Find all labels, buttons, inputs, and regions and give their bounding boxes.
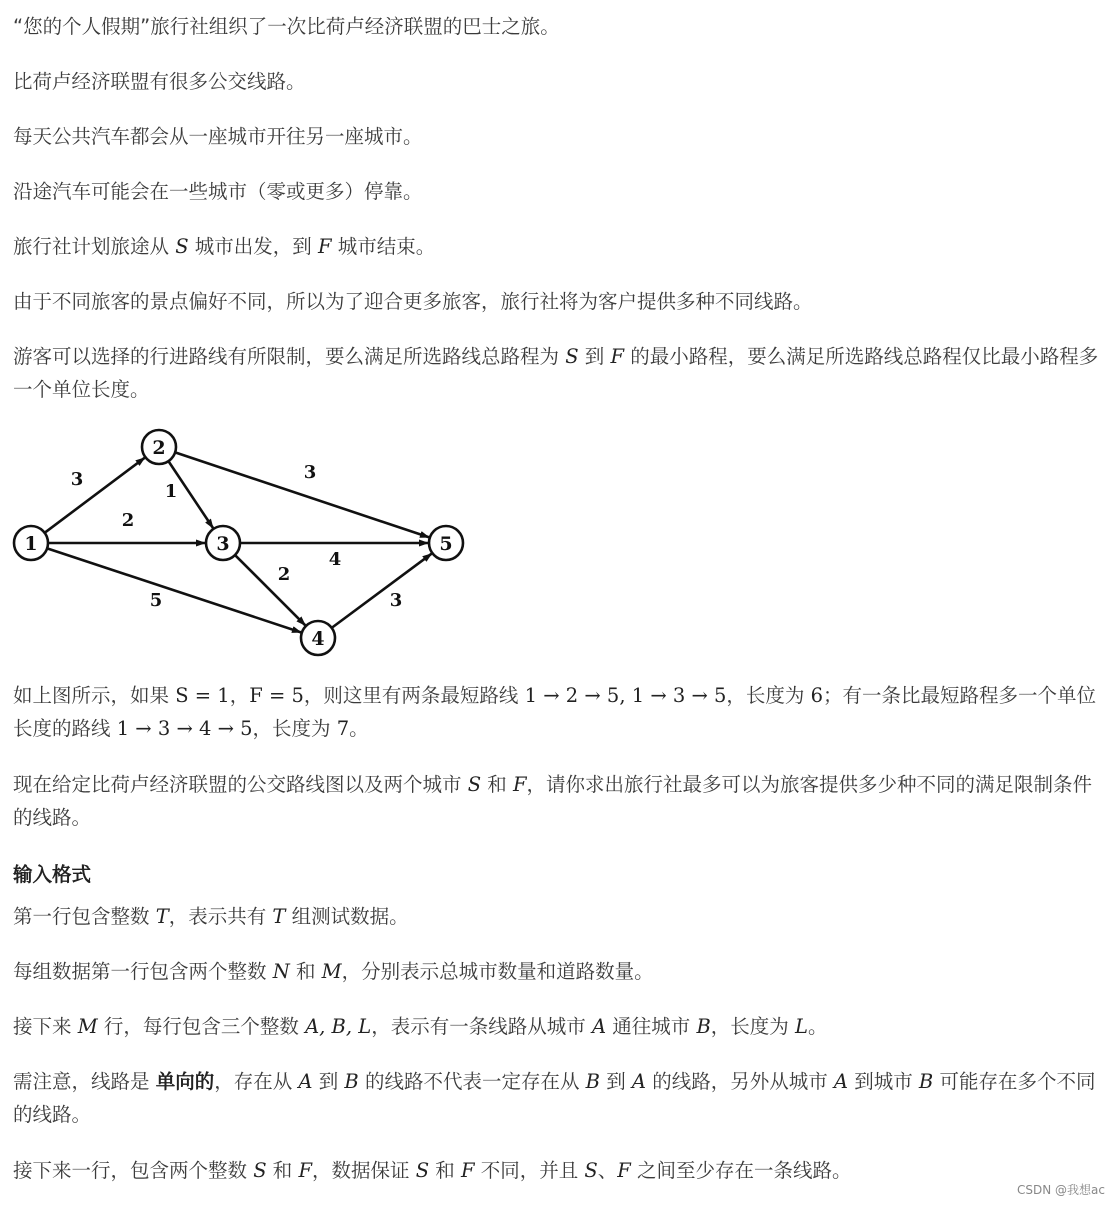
math-s: S bbox=[253, 1159, 267, 1182]
paragraph-input-t: 第一行包含整数 T，表示共有 T 组测试数据。 bbox=[13, 905, 409, 928]
edge-weight-1-4: 5 bbox=[149, 590, 163, 611]
paragraph-task: 现在给定比荷卢经济联盟的公交路线图以及两个城市 S 和 F，请你求出旅行社最多可以为旅客提供多少种不同的满足限制条件的线路。 bbox=[13, 773, 1093, 829]
node-label-5: 5 bbox=[439, 533, 453, 555]
math-f: F bbox=[460, 1159, 475, 1182]
edge-4-5 bbox=[332, 554, 432, 628]
node-label-4: 4 bbox=[311, 628, 325, 650]
math-l: L bbox=[794, 1015, 808, 1038]
math-eq-s: S = 1 bbox=[175, 684, 230, 707]
paragraph-preferences: 由于不同旅客的景点偏好不同，所以为了迎合更多旅客，旅行社将为客户提供多种不同线路。 bbox=[13, 290, 813, 313]
math-b: B bbox=[918, 1070, 934, 1093]
math-f: F bbox=[317, 235, 332, 258]
math-a: A bbox=[591, 1015, 607, 1038]
edge-weight-3-5: 4 bbox=[328, 549, 342, 570]
math-t: T bbox=[155, 905, 169, 928]
math-shortest-routes: 1 → 2 → 5, 1 → 3 → 5 bbox=[524, 684, 727, 707]
paragraph-daily-bus: 每天公共汽车都会从一座城市开往另一座城市。 bbox=[13, 125, 423, 148]
paragraph-routes: 比荷卢经济联盟有很多公交线路。 bbox=[13, 70, 306, 93]
paragraph-input-edges: 接下来 M 行，每行包含三个整数 A, B, L，表示有一条线路从城市 A 通往城市 B，长度为 L。 bbox=[13, 1015, 828, 1038]
math-length-6: 6 bbox=[810, 684, 824, 707]
math-b: B bbox=[344, 1070, 359, 1093]
math-f: F bbox=[298, 1159, 312, 1182]
math-b: B bbox=[585, 1070, 601, 1093]
edge-weight-2-5: 3 bbox=[303, 462, 317, 483]
paragraph-example: 如上图所示，如果 S = 1，F = 5，则这里有两条最短路线 1 → 2 → 5, 1 → 3 → 5，长度为 6；有一条比最短路程多一个单位长度的路线 1 → 3 → 4 → 5，长度为 7。 bbox=[13, 684, 1097, 740]
math-a: A bbox=[631, 1070, 647, 1093]
paragraph-intro: “您的个人假期”旅行社组织了一次比荷卢经济联盟的巴士之旅。 bbox=[13, 15, 560, 38]
math-f: F bbox=[610, 345, 624, 368]
math-f: F bbox=[512, 773, 527, 796]
math-s: S bbox=[467, 773, 482, 796]
edge-weight-4-5: 3 bbox=[389, 590, 403, 611]
node-label-2: 2 bbox=[152, 437, 166, 459]
math-s: S bbox=[584, 1159, 598, 1182]
bus-route-graph bbox=[10, 418, 480, 663]
math-f: F bbox=[617, 1159, 631, 1182]
math-length-7: 7 bbox=[336, 717, 350, 740]
paragraph-stops: 沿途汽车可能会在一些城市（零或更多）停靠。 bbox=[13, 180, 423, 203]
edge-weight-1-3: 2 bbox=[121, 510, 135, 531]
math-s: S bbox=[415, 1159, 430, 1182]
math-eq-f: F = 5 bbox=[249, 684, 304, 707]
math-m: M bbox=[77, 1015, 98, 1038]
paragraph-one-way-note: 需注意，线路是 单向的，存在从 A 到 B 的线路不代表一定存在从 B 到 A 的线路，另外从城市 A 到城市 B 可能存在多个不同的线路。 bbox=[13, 1070, 1096, 1126]
math-s: S bbox=[175, 235, 189, 258]
node-label-1: 1 bbox=[24, 533, 38, 555]
heading-input-format: 输入格式 bbox=[13, 863, 92, 886]
paragraph-input-nm: 每组数据第一行包含两个整数 N 和 M，分别表示总城市数量和道路数量。 bbox=[13, 960, 654, 983]
edge-2-5 bbox=[175, 452, 429, 537]
paragraph-restriction: 游客可以选择的行进路线有所限制，要么满足所选路线总路程为 S 到 F 的最小路程，要么满足所选路线总路程仅比最小路程多一个单位长度。 bbox=[13, 345, 1099, 401]
math-a: A bbox=[298, 1070, 313, 1093]
paragraph-start-end: 旅行社计划旅途从 S 城市出发，到 F 城市结束。 bbox=[13, 235, 436, 258]
edge-weight-3-4: 2 bbox=[277, 564, 291, 585]
math-s: S bbox=[565, 345, 579, 368]
bold-one-way: 单向的 bbox=[155, 1070, 215, 1093]
edge-weight-2-3: 1 bbox=[164, 481, 178, 502]
math-route-extra: 1 → 3 → 4 → 5 bbox=[116, 717, 253, 740]
math-n: N bbox=[272, 960, 290, 983]
math-a: A bbox=[833, 1070, 849, 1093]
math-b: B bbox=[696, 1015, 711, 1038]
paragraph-input-sf: 接下来一行，包含两个整数 S 和 F，数据保证 S 和 F 不同，并且 S、F 之间至少存在一条线路。 bbox=[13, 1159, 852, 1182]
watermark: CSDN @我想ac bbox=[1017, 1183, 1105, 1197]
edge-1-4 bbox=[47, 548, 301, 632]
math-t: T bbox=[272, 905, 286, 928]
math-abl: A, B, L bbox=[305, 1015, 372, 1038]
math-m: M bbox=[321, 960, 342, 983]
edge-weight-1-2: 3 bbox=[70, 469, 84, 490]
node-label-3: 3 bbox=[216, 533, 230, 555]
